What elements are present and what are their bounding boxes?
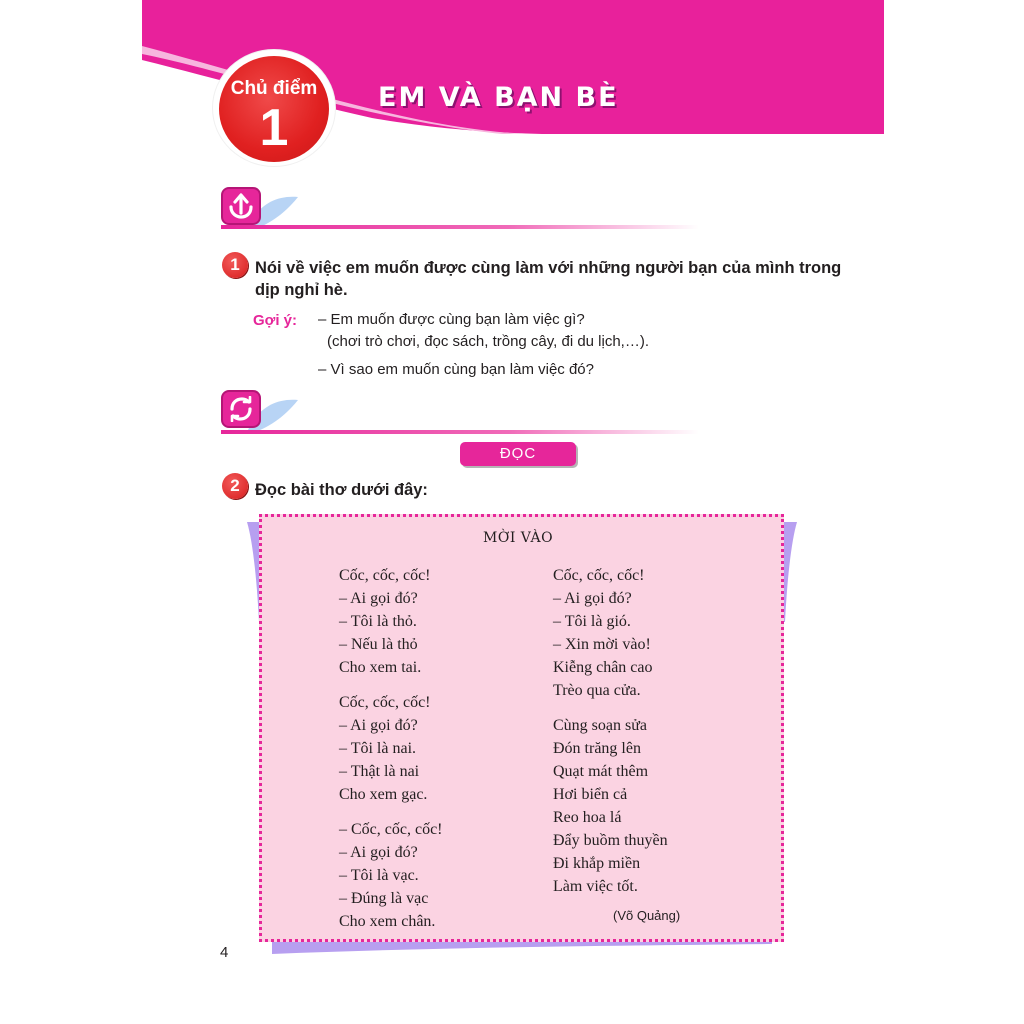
question-number-2: 2: [222, 473, 248, 499]
question-1-text-line-1: Nói về việc em muốn được cùng làm với những người bạn của mình trong: [255, 259, 842, 277]
poem-line: Đón trăng lên: [553, 740, 641, 757]
poem-title: MỜI VÀO: [483, 530, 554, 546]
poem-line: Cốc, cốc, cốc!: [339, 694, 431, 711]
section-divider-2: [221, 430, 699, 434]
poem-line: Làm việc tốt.: [553, 878, 638, 895]
poem-line: – Nếu là thỏ: [339, 636, 418, 653]
reading-section-label: ĐỌC: [460, 442, 576, 466]
question-2-text: Đọc bài thơ dưới đây:: [255, 481, 428, 499]
poem-line: – Thật là nai: [339, 763, 420, 780]
poem-line: – Tôi là thỏ.: [339, 613, 417, 630]
poem-line: Reo hoa lá: [553, 809, 622, 826]
question-1-text-line-2: dịp nghỉ hè.: [255, 281, 348, 299]
poem-right-column: [553, 564, 668, 898]
chapter-badge-number: 1: [259, 99, 289, 157]
poem-line: Cho xem chân.: [339, 913, 436, 930]
practice-icon: [221, 390, 261, 428]
poem-line: Đẩy buồm thuyền: [553, 832, 668, 849]
hint-line-2: (chơi trò chơi, đọc sách, trồng cây, đi du lịch,…).: [327, 333, 650, 350]
section-divider-1: [221, 225, 699, 229]
poem-line: Cho xem gạc.: [339, 786, 428, 803]
poem-line: – Tôi là vạc.: [339, 867, 419, 884]
poem-left-column: [339, 564, 443, 933]
poem-line: Cốc, cốc, cốc!: [553, 567, 645, 584]
poem-line: Cốc, cốc, cốc!: [339, 567, 431, 584]
poem-line: – Ai gọi đó?: [339, 844, 418, 861]
poem-line: Đi khắp miền: [553, 855, 641, 872]
poem-line: Hơi biển cả: [553, 786, 628, 803]
poem-line: – Đúng là vạc: [339, 890, 429, 907]
question-number-1: 1: [222, 252, 248, 278]
poem-author: (Võ Quảng): [613, 908, 681, 923]
hint-line-3: – Vì sao em muốn cùng bạn làm việc đó?: [318, 361, 594, 378]
topic-title: EM VÀ BẠN BÈ: [378, 82, 619, 113]
poem-line: Cùng soạn sửa: [553, 717, 647, 734]
poem-line: Trèo qua cửa.: [553, 682, 641, 699]
poem-box: [259, 514, 784, 942]
warm-up-icon: [221, 187, 261, 225]
poem-line: Quạt mát thêm: [553, 763, 649, 780]
poem-line: – Cốc, cốc, cốc!: [339, 821, 443, 838]
poem-line: Cho xem tai.: [339, 659, 422, 676]
page-number: 4: [220, 944, 229, 961]
poem-line: – Ai gọi đó?: [339, 590, 418, 607]
poem-line: – Ai gọi đó?: [339, 717, 418, 734]
hint-line-1: – Em muốn được cùng bạn làm việc gì?: [318, 311, 585, 328]
poem-line: Kiễng chân cao: [553, 659, 653, 676]
poem-line: – Xin mời vào!: [553, 636, 651, 653]
chapter-badge-label: Chủ điểm: [230, 78, 318, 99]
poem-line: – Tôi là nai.: [339, 740, 417, 757]
poem-line: – Tôi là gió.: [553, 613, 631, 630]
poem-line: – Ai gọi đó?: [553, 590, 632, 607]
hint-label: Gợi ý:: [253, 312, 298, 329]
